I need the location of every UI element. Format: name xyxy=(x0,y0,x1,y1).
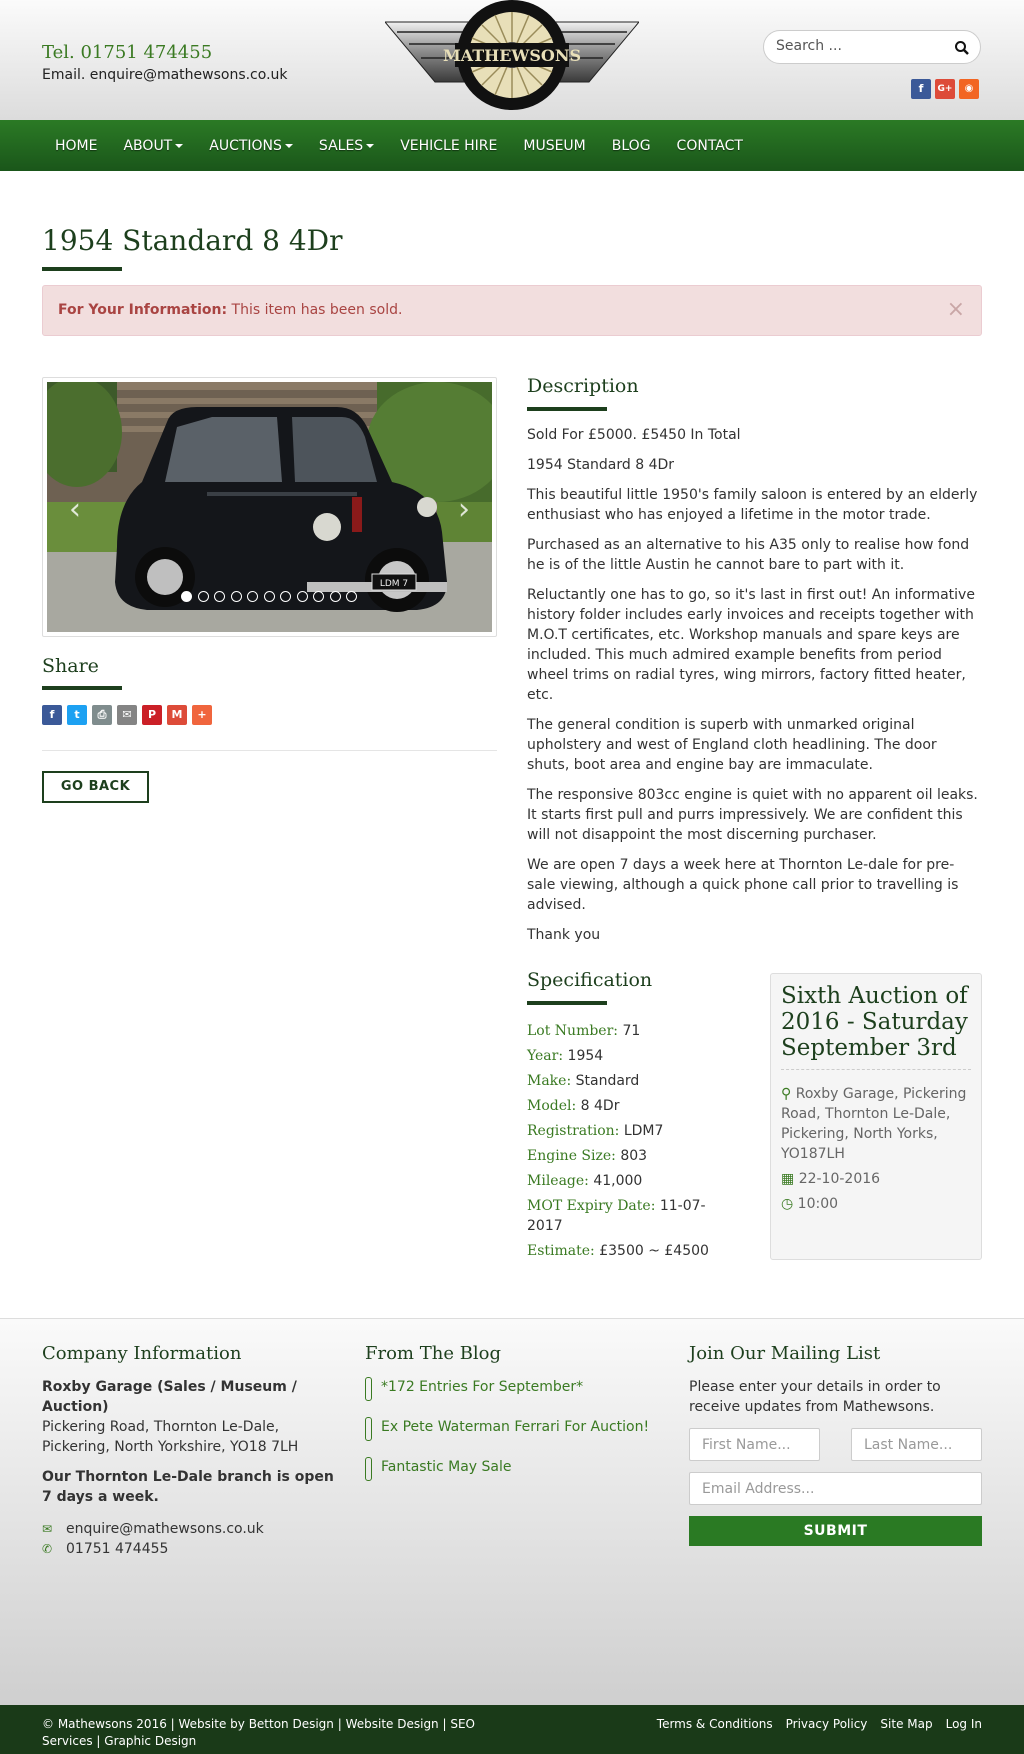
nav-blog[interactable]: BLOG xyxy=(611,137,651,154)
submit-button[interactable]: SUBMIT xyxy=(689,1516,982,1546)
spec-label: Mileage: xyxy=(527,1173,589,1189)
footer-links xyxy=(644,1716,982,1733)
rss-icon[interactable]: ◉ xyxy=(959,79,979,99)
carousel-prev-icon[interactable]: ‹ xyxy=(69,492,81,527)
first-name-field[interactable] xyxy=(689,1428,820,1461)
carousel-dot[interactable] xyxy=(198,591,209,602)
spec-value: 41,000 xyxy=(593,1173,643,1189)
blog-bullet-icon xyxy=(365,1417,372,1441)
google-plus-icon[interactable]: G+ xyxy=(935,79,955,99)
blog-list xyxy=(365,1377,665,1497)
mailing-form xyxy=(689,1377,982,1546)
bottom-bar xyxy=(0,1705,1024,1754)
spec-row xyxy=(527,1096,727,1116)
description-text xyxy=(527,425,982,955)
carousel-dot[interactable] xyxy=(280,591,291,602)
blog-link[interactable]: Fantastic May Sale xyxy=(381,1459,512,1475)
nav-about[interactable]: ABOUT xyxy=(123,138,183,154)
site-footer xyxy=(0,1318,1024,1705)
auction-title[interactable]: Sixth Auction of 2016 - Saturday September 3rd xyxy=(781,983,971,1070)
facebook-share-icon[interactable]: f xyxy=(42,705,62,725)
spec-label: MOT Expiry Date: xyxy=(527,1198,656,1214)
caret-down-icon xyxy=(285,144,293,148)
blog-item[interactable] xyxy=(365,1417,665,1441)
auction-location xyxy=(781,1084,971,1164)
spec-label: Registration: xyxy=(527,1123,620,1139)
mailing-heading: Join Our Mailing List xyxy=(689,1343,881,1364)
carousel-dot[interactable] xyxy=(264,591,275,602)
caret-down-icon xyxy=(175,144,183,148)
login-link[interactable]: Log In xyxy=(945,1717,982,1731)
alert-message: This item has been sold. xyxy=(227,302,403,318)
facebook-icon[interactable]: f xyxy=(911,79,931,99)
main-nav xyxy=(0,120,1024,171)
specification-underline xyxy=(527,1001,607,1005)
header-phone[interactable]: Tel. 01751 474455 xyxy=(42,42,213,63)
description-underline xyxy=(527,407,607,411)
blog-bullet-icon xyxy=(365,1377,372,1401)
share-underline xyxy=(42,686,122,690)
description-paragraph: The responsive 803cc engine is quiet with no apparent oil leaks. It starts first pull and purrs impressively. We are confident this will not disappoint the most discerning purchaser. xyxy=(527,787,978,843)
alert-label: For Your Information: xyxy=(58,302,228,318)
carousel-dot[interactable] xyxy=(297,591,308,602)
description-paragraph: 1954 Standard 8 4Dr xyxy=(527,457,675,473)
spec-row xyxy=(527,1196,727,1236)
company-address: Pickering Road, Thornton Le-Dale, Pickering, North Yorkshire, YO18 7LH xyxy=(42,1419,299,1455)
carousel-dot[interactable] xyxy=(231,591,242,602)
caret-down-icon xyxy=(366,144,374,148)
header-email[interactable]: Email. enquire@mathewsons.co.uk xyxy=(42,67,288,83)
spec-row xyxy=(527,1046,727,1066)
email-share-icon[interactable]: ✉ xyxy=(117,705,137,725)
sold-alert xyxy=(42,285,982,336)
main-content xyxy=(0,171,1024,1318)
mailing-description: Please enter your details in order to receive updates from Mathewsons. xyxy=(689,1379,941,1415)
carousel-dot[interactable] xyxy=(214,591,225,602)
envelope-icon: ✉ xyxy=(42,1522,53,1536)
spec-row xyxy=(527,1021,727,1041)
share-icons xyxy=(42,705,217,725)
company-heading: Company Information xyxy=(42,1343,242,1364)
spec-row xyxy=(527,1171,727,1191)
nav-sales[interactable]: SALES xyxy=(319,138,374,154)
blog-link[interactable]: *172 Entries For September* xyxy=(381,1379,584,1395)
carousel-dot[interactable] xyxy=(330,591,341,602)
calendar-icon: ▦ xyxy=(781,1171,795,1187)
carousel-next-icon[interactable]: › xyxy=(458,492,470,527)
pinterest-share-icon[interactable]: P xyxy=(142,705,162,725)
description-paragraph: Purchased as an alternative to his A35 only to realise how fond he is of the little Austin he cannot bare to part with it. xyxy=(527,537,970,573)
email-field[interactable] xyxy=(689,1472,982,1505)
privacy-link[interactable]: Privacy Policy xyxy=(785,1717,868,1731)
nav-museum[interactable]: MUSEUM xyxy=(523,137,586,154)
auction-location-text: Roxby Garage, Pickering Road, Thornton Le-Dale, Pickering, North Yorks, YO187LH xyxy=(781,1086,967,1162)
carousel-indicators xyxy=(181,591,363,602)
specification-heading: Specification xyxy=(527,969,653,991)
company-opening: Our Thornton Le-Dale branch is open 7 days a week. xyxy=(42,1469,334,1505)
spec-label: Lot Number: xyxy=(527,1023,618,1039)
spec-row xyxy=(527,1071,727,1091)
spec-value: 803 xyxy=(620,1148,648,1164)
clock-icon: ◷ xyxy=(781,1196,794,1212)
copyright: © Mathewsons 2016 | Website by Betton Design | Website Design | SEO Services | Graphic Design xyxy=(42,1717,475,1748)
company-email[interactable]: enquire@mathewsons.co.uk xyxy=(66,1521,264,1537)
page-title: 1954 Standard 8 4Dr xyxy=(42,224,343,257)
description-paragraph: This beautiful little 1950's family saloon is entered by an elderly enthusiast who has enjoyed a lifetime in the motor trade. xyxy=(527,487,978,523)
blog-link[interactable]: Ex Pete Waterman Ferrari For Auction! xyxy=(381,1419,650,1435)
spec-label: Model: xyxy=(527,1098,577,1114)
company-phone-line xyxy=(42,1539,342,1559)
image-carousel[interactable] xyxy=(42,377,497,637)
title-underline xyxy=(42,267,122,271)
mathewsons-logo[interactable] xyxy=(385,0,639,112)
twitter-share-icon[interactable]: t xyxy=(67,705,87,725)
auction-time xyxy=(781,1194,971,1214)
spec-value: 8 4Dr xyxy=(580,1098,620,1114)
print-icon[interactable]: ⎙ xyxy=(92,705,112,725)
sitemap-link[interactable]: Site Map xyxy=(880,1717,933,1731)
logo-text: MATHEWSONS xyxy=(442,46,582,65)
carousel-dot[interactable] xyxy=(346,591,357,602)
last-name-field[interactable] xyxy=(851,1428,982,1461)
plate-text: LDM 7 xyxy=(379,579,409,589)
description-paragraph: We are open 7 days a week here at Thornton Le-dale for pre-sale viewing, although a quick phone call prior to travelling is advised. xyxy=(527,857,959,913)
auction-card[interactable] xyxy=(770,973,982,1260)
nav-home[interactable]: HOME xyxy=(55,137,98,154)
spec-row xyxy=(527,1121,727,1141)
go-back-button[interactable]: GO BACK xyxy=(42,771,149,803)
search-box[interactable] xyxy=(763,30,981,64)
carousel-slide xyxy=(47,382,492,632)
auction-time-text: 10:00 xyxy=(797,1196,839,1212)
spec-label: Make: xyxy=(527,1073,572,1089)
description-paragraph: Sold For £5000. £5450 In Total xyxy=(527,427,741,443)
auction-date-text: 22-10-2016 xyxy=(798,1171,881,1187)
description-paragraph: The general condition is superb with unmarked original upholstery and west of England cloth headlining. The door shuts, boot area and engine bay are immaculate. xyxy=(527,717,937,773)
company-name: Roxby Garage (Sales / Museum / Auction) xyxy=(42,1379,297,1415)
description-paragraph: Thank you xyxy=(527,927,601,943)
name-row xyxy=(689,1428,982,1461)
spec-label: Engine Size: xyxy=(527,1148,616,1164)
carousel-dot[interactable] xyxy=(181,591,192,602)
company-phone[interactable]: 01751 474455 xyxy=(66,1541,169,1557)
nav-auctions[interactable]: AUCTIONS xyxy=(209,138,293,154)
nav-vehicle-hire[interactable]: VEHICLE HIRE xyxy=(400,137,498,154)
blog-bullet-icon xyxy=(365,1457,372,1481)
specification-list xyxy=(527,1021,727,1266)
map-marker-icon: ⚲ xyxy=(781,1086,792,1102)
company-info xyxy=(42,1377,342,1559)
spec-value: Standard xyxy=(575,1073,640,1089)
site-header xyxy=(0,0,1024,120)
spec-label: Year: xyxy=(527,1048,564,1064)
search-icon[interactable] xyxy=(954,40,970,56)
nav-contact[interactable]: CONTACT xyxy=(676,137,743,154)
auction-date xyxy=(781,1169,971,1189)
spec-row xyxy=(527,1241,727,1261)
blog-heading: From The Blog xyxy=(365,1343,502,1364)
search-input[interactable] xyxy=(776,38,946,54)
more-share-icon[interactable]: + xyxy=(192,705,212,725)
spec-row xyxy=(527,1146,727,1166)
spec-value: 1954 xyxy=(567,1048,604,1064)
spec-label: Estimate: xyxy=(527,1243,595,1259)
company-email-line xyxy=(42,1519,342,1539)
terms-link[interactable]: Terms & Conditions xyxy=(656,1717,773,1731)
blog-item[interactable] xyxy=(365,1457,665,1481)
blog-item[interactable] xyxy=(365,1377,665,1401)
divider xyxy=(42,750,497,751)
spec-value: 11-07-2017 xyxy=(527,1198,706,1234)
spec-value: 71 xyxy=(622,1023,641,1039)
share-heading: Share xyxy=(42,655,99,677)
phone-icon: ✆ xyxy=(42,1542,53,1556)
description-heading: Description xyxy=(527,375,639,397)
close-icon[interactable]: × xyxy=(946,297,965,322)
carousel-dot[interactable] xyxy=(313,591,324,602)
spec-value: LDM7 xyxy=(623,1123,664,1139)
gmail-share-icon[interactable]: M xyxy=(167,705,187,725)
spec-value: £3500 ~ £4500 xyxy=(599,1243,709,1259)
description-paragraph: Reluctantly one has to go, so it's last in first out! An informative history folder includes early invoices and receipts together with M.O.T certificates, etc. Workshop manuals and spare keys are included. This much admired example benefits from period wheel trims on radial tyres, wing mirrors, factory fitted heater, etc. xyxy=(527,587,975,703)
carousel-dot[interactable] xyxy=(247,591,258,602)
